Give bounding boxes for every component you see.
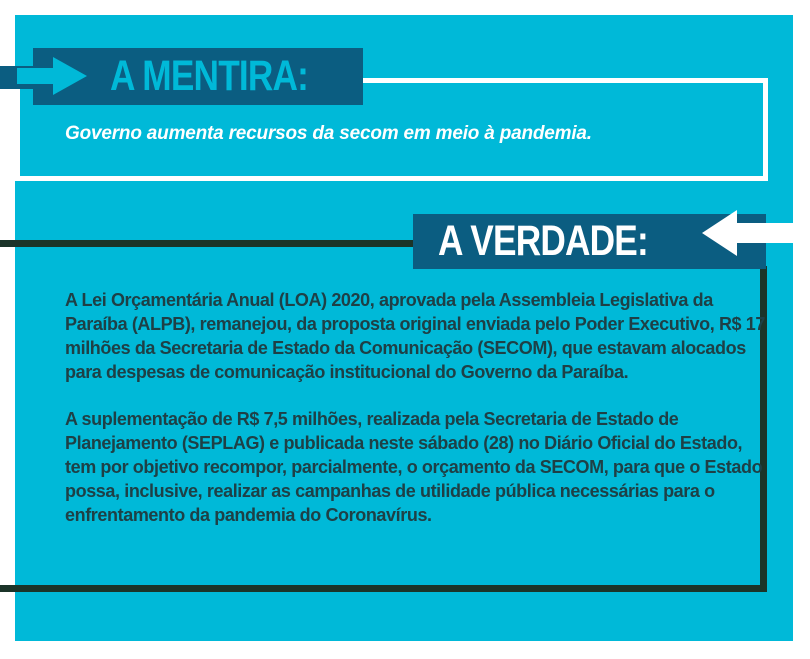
truth-paragraph-1: A Lei Orçamentária Anual (LOA) 2020, aprovada pela Assembleia Legislativa da Paraíba (ALPB), remanejou, da proposta original enviada pelo Poder Executivo, R$ 17 milhões da Secretaria de Estado da Comunicação (SECOM), que estavam alocados para despesas de comunicação institucional do Governo da Paraíba. [65,290,765,382]
truth-body [65,288,765,550]
lie-header-label: A MENTIRA: [110,52,309,100]
arrow-left-icon [702,210,810,256]
arrow-right-icon [17,57,87,95]
lie-quote-text: Governo aumenta recursos da secom em meio à pandemia. [65,123,592,144]
truth-paragraph-2: A suplementação de R$ 7,5 milhões, realizada pela Secretaria de Estado de Planejamento (SEPLAG) e publicada neste sábado (28) no Diário Oficial do Estado, tem por objetivo recompor, parcialmente, o orçamento da SECOM, para que o Estado possa, inclusive, realizar as campanhas de utilidade pública necessárias para o enfrentamento da pandemia do Coronavírus. [65,409,763,525]
truth-frame-bottom-line [0,585,767,592]
truth-connector-line [0,240,415,247]
truth-header-label: A VERDADE: [438,217,648,265]
